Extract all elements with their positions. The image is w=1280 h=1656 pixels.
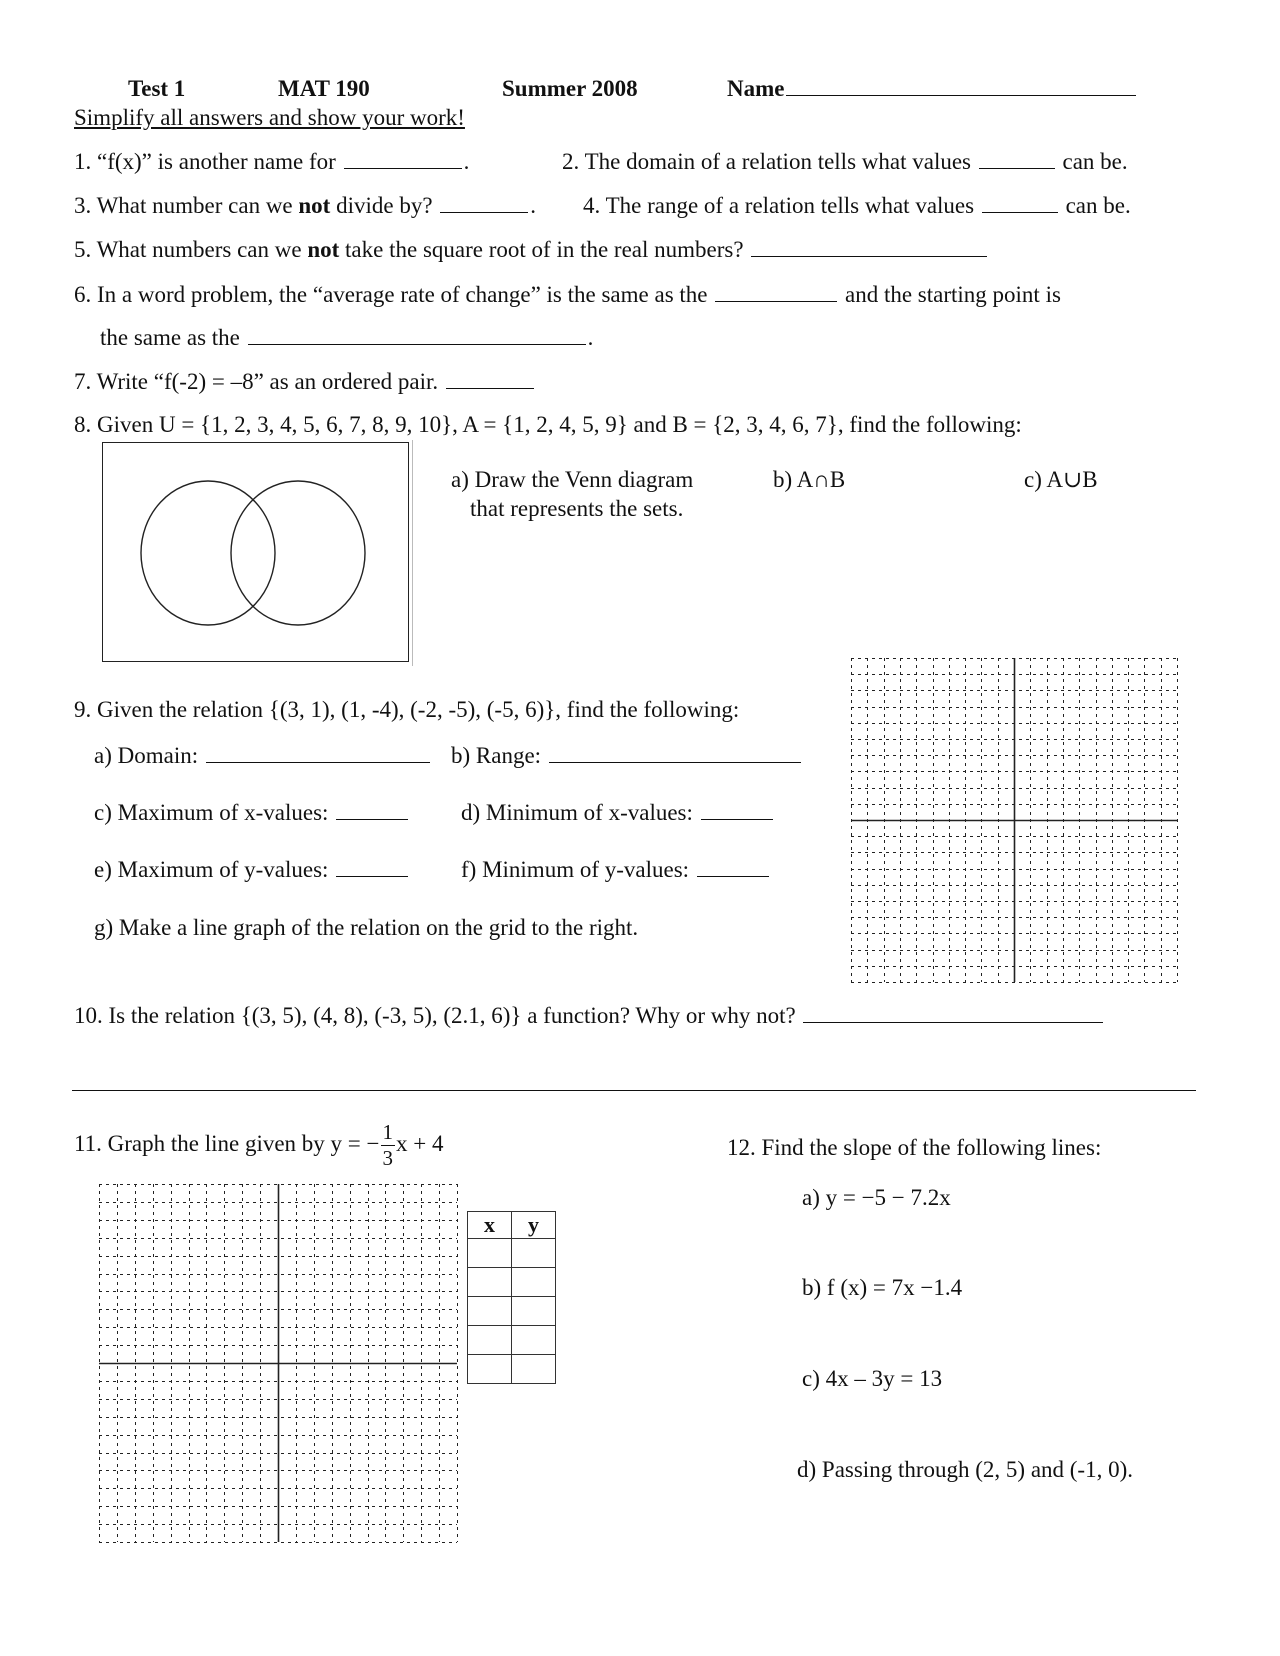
test-number: Test 1	[128, 76, 186, 101]
question-6-line-1: 6. In a word problem, the “average rate of change” is the same as the and the starting point is	[74, 282, 1061, 307]
q9e-blank[interactable]	[336, 875, 408, 877]
venn-circles	[103, 443, 408, 661]
xy-cell[interactable]	[512, 1326, 556, 1355]
q9-part-c: c) Maximum of x-values:	[94, 800, 410, 826]
xy-cell[interactable]	[512, 1239, 556, 1268]
q3-blank[interactable]	[440, 211, 528, 213]
venn-diagram-box[interactable]	[102, 442, 409, 662]
xy-cell[interactable]	[468, 1355, 512, 1384]
q5-blank[interactable]	[751, 255, 987, 257]
q9b-blank[interactable]	[549, 761, 801, 763]
xy-cell[interactable]	[468, 1297, 512, 1326]
q12-part-c: c) 4x – 3y = 13	[802, 1366, 943, 1391]
question-12: 12. Find the slope of the following lines:	[727, 1135, 1102, 1160]
question-11: 11. Graph the line given by y = − $\frac{1}{3}$ x + 4	[74, 1120, 444, 1170]
xy-cell[interactable]	[468, 1326, 512, 1355]
question-1: 1. “f(x)” is another name for .	[74, 149, 470, 174]
venn-circle-b	[231, 481, 365, 625]
q9f-blank[interactable]	[697, 875, 769, 877]
q9c-blank[interactable]	[336, 818, 408, 820]
question-2: 2. The domain of a relation tells what values can be.	[562, 149, 1128, 174]
q8-part-c: c) A∪B	[1024, 467, 1098, 492]
venn-circle-a	[141, 481, 275, 625]
xy-header-y: y	[512, 1212, 556, 1239]
q2-blank[interactable]	[979, 167, 1055, 169]
q12-part-b: b) f (x) = 7x −1.4	[802, 1275, 963, 1300]
q9-coordinate-grid[interactable]	[851, 658, 1179, 984]
question-7: 7. Write “f(-2) = –8” as an ordered pair.	[74, 369, 536, 395]
xy-cell[interactable]	[512, 1297, 556, 1326]
q6-blank-2[interactable]	[248, 343, 586, 345]
xy-cell[interactable]	[512, 1268, 556, 1297]
question-5: 5. What numbers can we not take the square root of in the real numbers?	[74, 237, 989, 263]
q9-part-b: b) Range:	[451, 743, 803, 769]
q9-part-d: d) Minimum of x-values:	[461, 800, 775, 826]
name-label: Name	[727, 76, 785, 101]
q8-part-a-line-1: a) Draw the Venn diagram	[451, 467, 694, 492]
name-blank[interactable]	[786, 94, 1136, 96]
venn-divider	[412, 440, 413, 666]
xy-table[interactable]	[467, 1211, 556, 1384]
q9a-blank[interactable]	[206, 761, 430, 763]
q9-part-a: a) Domain:	[94, 743, 432, 769]
q4-blank[interactable]	[982, 211, 1058, 213]
q9-part-e: e) Maximum of y-values:	[94, 857, 410, 883]
course-code: MAT 190	[278, 76, 370, 101]
q7-blank[interactable]	[446, 387, 534, 389]
q9d-blank[interactable]	[701, 818, 773, 820]
question-9: 9. Given the relation {(3, 1), (1, -4), (-2, -5), (-5, 6)}, find the following:	[74, 697, 740, 722]
question-8: 8. Given U = {1, 2, 3, 4, 5, 6, 7, 8, 9, 10}, A = {1, 2, 4, 5, 9} and B = {2, 3, 4, 6, 7}, find the following:	[74, 412, 1022, 437]
q10-blank[interactable]	[803, 1021, 1103, 1023]
q11-coordinate-grid[interactable]	[99, 1184, 459, 1544]
question-10: 10. Is the relation {(3, 5), (4, 8), (-3, 5), (2.1, 6)} a function? Why or why not?	[74, 1003, 1105, 1029]
q12-part-a: a) y = −5 − 7.2x	[802, 1185, 951, 1210]
q12-part-d: d) Passing through (2, 5) and (-1, 0).	[797, 1457, 1134, 1482]
xy-cell[interactable]	[468, 1268, 512, 1297]
question-4: 4. The range of a relation tells what values can be.	[583, 193, 1131, 218]
q6-blank-1[interactable]	[715, 300, 837, 302]
term: Summer 2008	[502, 76, 638, 101]
question-3: 3. What number can we not divide by? .	[74, 193, 537, 218]
q9-part-f: f) Minimum of y-values:	[461, 857, 771, 883]
fraction-one-third: $\frac{1}{3}$	[382, 1120, 394, 1170]
question-6-line-2: the same as the .	[100, 325, 594, 350]
q10-answer-line[interactable]	[72, 1090, 1196, 1091]
q9-part-g: g) Make a line graph of the relation on the grid to the right.	[94, 915, 639, 940]
xy-cell[interactable]	[468, 1239, 512, 1268]
xy-cell[interactable]	[512, 1355, 556, 1384]
q1-blank[interactable]	[344, 167, 462, 169]
xy-header-x: x	[468, 1212, 512, 1239]
instructions: Simplify all answers and show your work!	[74, 105, 465, 130]
name-field[interactable]	[727, 76, 1138, 102]
q8-part-a-line-2: that represents the sets.	[470, 496, 684, 521]
q8-part-b: b) A∩B	[773, 467, 846, 492]
